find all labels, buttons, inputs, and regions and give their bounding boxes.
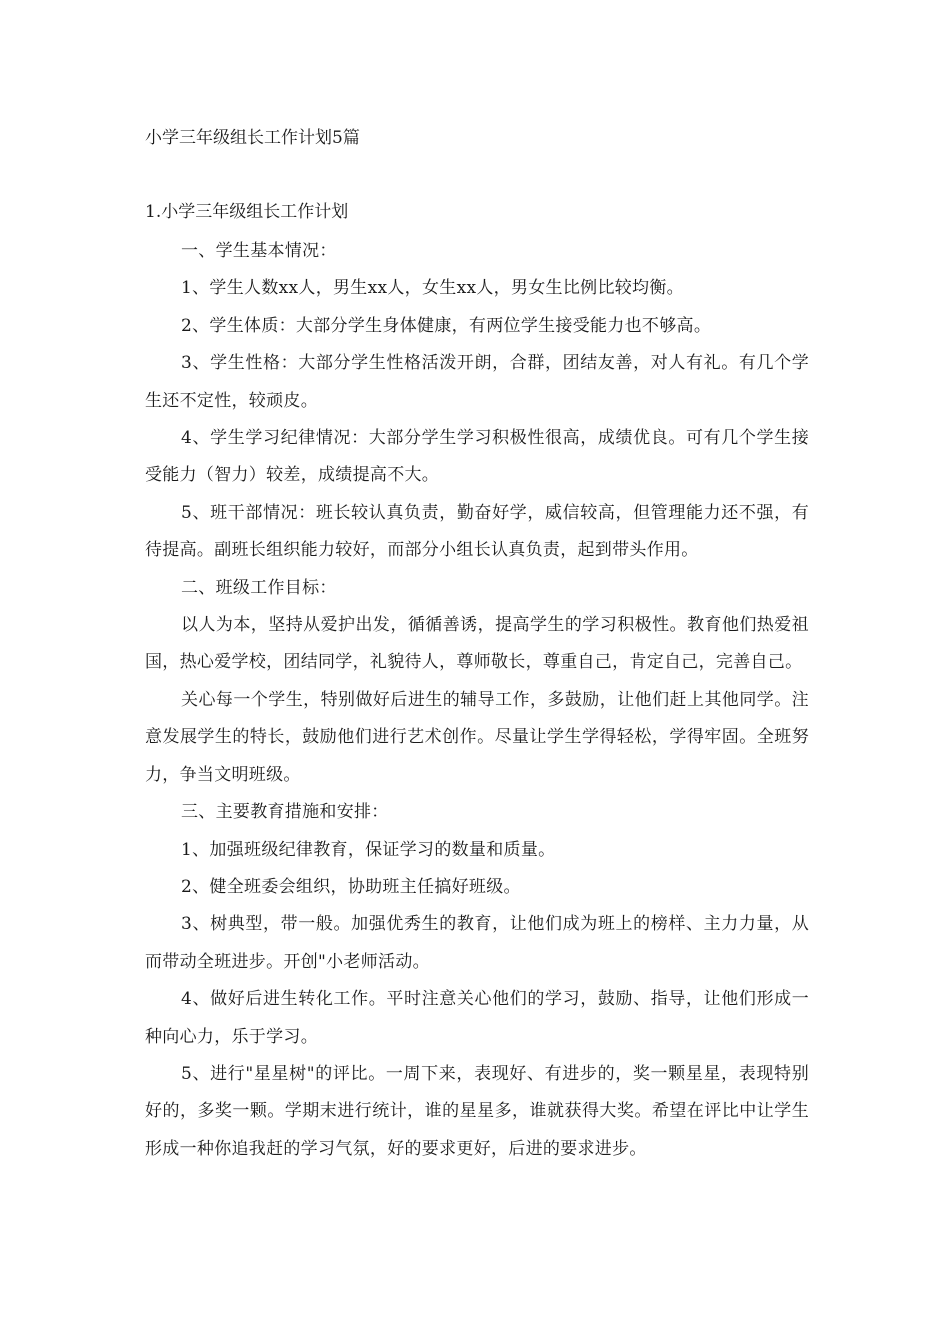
paragraph-student-count: 1、学生人数xx人，男生xx人，女生xx人，男女生比例比较均衡。: [181, 278, 684, 299]
paragraph-measure-discipline: 1、加强班级纪律教育，保证学习的数量和质量。: [181, 839, 556, 860]
paragraph-measure-committee: 2、健全班委会组织，协助班主任搞好班级。: [181, 876, 521, 897]
section-heading: 1.小学三年级组长工作计划: [145, 202, 349, 222]
paragraph-student-physique: 2、学生体质：大部分学生身体健康，有两位学生接受能力也不够高。: [181, 315, 712, 336]
subheading-student-info: 一、学生基本情况：: [181, 241, 337, 261]
subheading-measures: 三、主要教育措施和安排：: [181, 802, 389, 823]
paragraph-student-personality: 3、学生性格：大部分学生性格活泼开朗，合群，团结友善，对人有礼。有几个学生还不定性，较顽皮。: [145, 353, 809, 411]
document-title: 小学三年级组长工作计划5篇: [145, 128, 360, 148]
paragraph-measure-star-tree: 5、进行"星星树"的评比。一周下来，表现好、有进步的，奖一颗星星，表现特别好的，多奖一颗。学期末进行统计，谁的星星多，谁就获得大奖。希望在评比中让学生形成一种你追我赶的学习气氛，好的要求更好，后进的要求进步。: [145, 1063, 809, 1159]
paragraph-measure-lagging-students: 4、做好后进生转化工作。平时注意关心他们的学习，鼓励、指导，让他们形成一种向心力，乐于学习。: [145, 989, 809, 1047]
paragraph-goal-care: 关心每一个学生，特别做好后进生的辅导工作，多鼓励，让他们赶上其他同学。注意发展学生的特长，鼓励他们进行艺术创作。尽量让学生学得轻松，学得牢固。全班努力，争当文明班级。: [145, 689, 809, 785]
document-body: [145, 233, 809, 1168]
paragraph-study-discipline: 4、学生学习纪律情况：大部分学生学习积极性很高，成绩优良。可有几个学生接受能力（智力）较差，成绩提高不大。: [145, 428, 809, 486]
paragraph-goal-people-oriented: 以人为本，坚持从爱护出发，循循善诱，提高学生的学习积极性。教育他们热爱祖国，热心爱学校，团结同学，礼貌待人，尊师敬长，尊重自己，肯定自己，完善自己。: [145, 615, 809, 673]
subheading-class-goals: 二、班级工作目标：: [181, 577, 337, 598]
paragraph-measure-role-models: 3、树典型，带一般。加强优秀生的教育，让他们成为班上的榜样、主力力量，从而带动全班进步。开创"小老师活动。: [145, 914, 809, 972]
paragraph-class-cadres: 5、班干部情况：班长较认真负责，勤奋好学，威信较高，但管理能力还不强，有待提高。副班长组织能力较好，而部分小组长认真负责，起到带头作用。: [145, 502, 809, 561]
